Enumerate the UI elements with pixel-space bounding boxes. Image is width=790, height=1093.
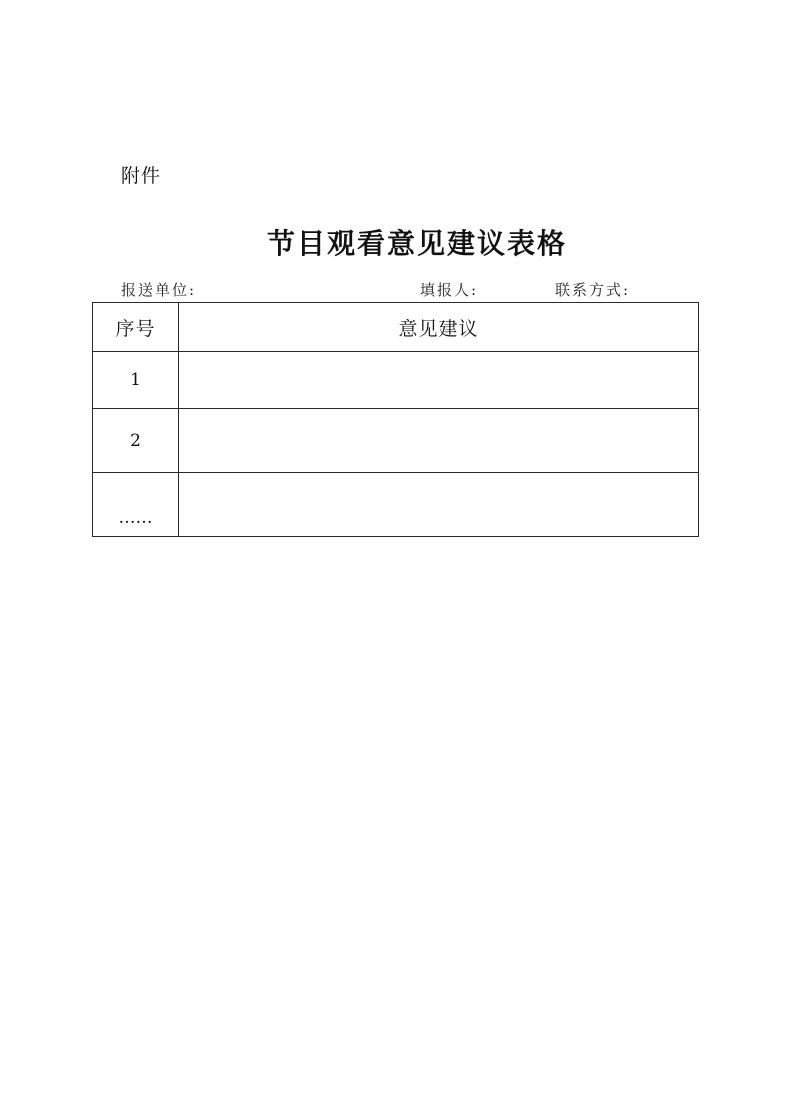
suggestion-cell[interactable] xyxy=(179,352,699,409)
table-row xyxy=(93,352,699,409)
row-index: 1 xyxy=(93,352,179,409)
contact-label: 联系方式: xyxy=(555,281,631,299)
table-row xyxy=(93,409,699,473)
row-index: …… xyxy=(93,473,179,537)
header-suggestion: 意见建议 xyxy=(179,303,699,352)
row-index: 2 xyxy=(93,409,179,473)
suggestion-cell[interactable] xyxy=(179,409,699,473)
table-row xyxy=(93,473,699,537)
suggestion-table xyxy=(92,302,699,537)
suggestion-cell[interactable] xyxy=(179,473,699,537)
attachment-label: 附件 xyxy=(121,165,162,187)
header-index: 序号 xyxy=(93,303,179,352)
document-title: 节目观看意见建议表格 xyxy=(266,227,567,260)
reporting-unit-label: 报送单位: xyxy=(121,281,197,299)
table-header-row xyxy=(93,303,699,352)
filler-label: 填报人: xyxy=(420,281,479,299)
